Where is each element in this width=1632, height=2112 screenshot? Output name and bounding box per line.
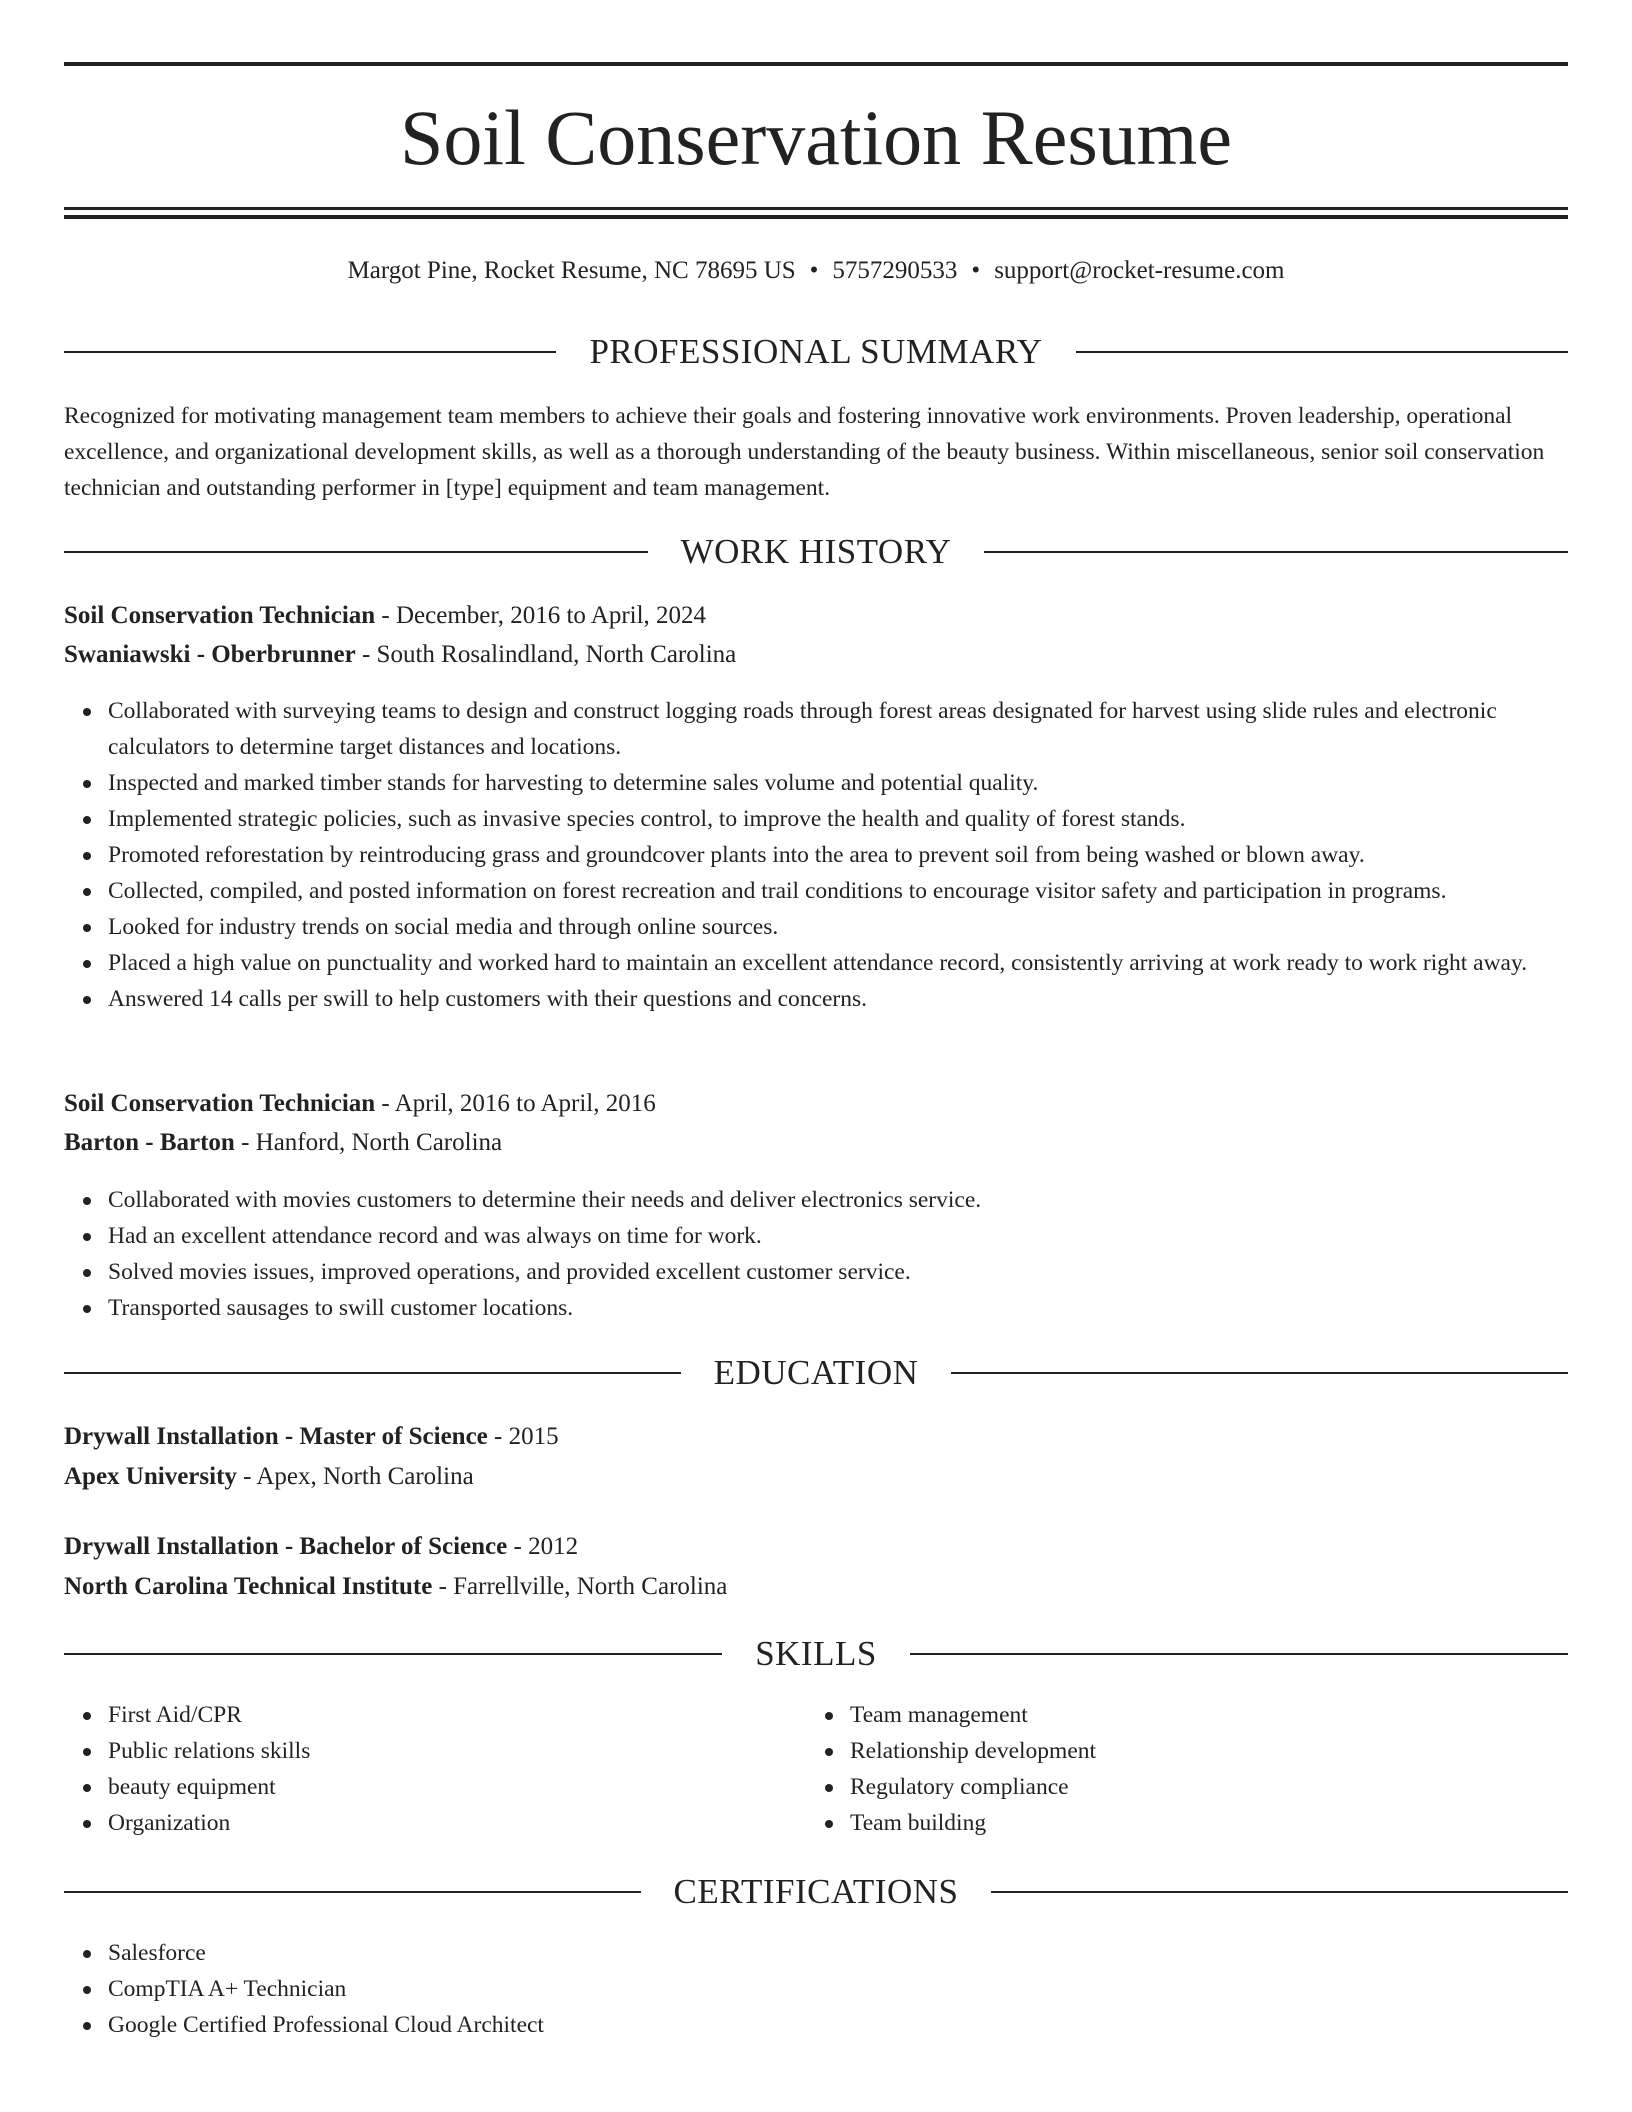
section-rule [991, 1891, 1568, 1893]
certifications-list [108, 1935, 1568, 2043]
contact-line [64, 254, 1568, 288]
list-item: Regulatory compliance [850, 1769, 1568, 1805]
list-item: Looked for industry trends on social media and through online sources. [108, 909, 1568, 945]
list-item: Transported sausages to swill customer locations. [108, 1290, 1568, 1326]
job-company: Barton - Barton [64, 1129, 235, 1156]
section-header-summary [64, 330, 1568, 374]
header-top-rule [64, 62, 1568, 66]
job-company-line [64, 636, 1568, 674]
header-bottom-rule [64, 207, 1568, 210]
job-title: Soil Conservation Technician [64, 1090, 376, 1117]
job-title-line [64, 597, 1568, 635]
skills-list-left [108, 1697, 808, 1841]
school-location: - Apex, North Carolina [236, 1463, 474, 1490]
job-title: Soil Conservation Technician [64, 602, 376, 629]
section-title-education: EDUCATION [713, 1353, 919, 1392]
section-header-skills [64, 1632, 1568, 1676]
section-header-education [64, 1351, 1568, 1395]
list-item: Placed a high value on punctuality and worked hard to maintain an excellent attendance record, consistently arriving at work ready to work right away. [108, 945, 1568, 981]
job-duties-list [108, 693, 1568, 1017]
contact-separator: • [809, 257, 819, 284]
list-item: beauty equipment [108, 1769, 808, 1805]
list-item: Google Certified Professional Cloud Architect [108, 2007, 1568, 2043]
school-location: - Farrellville, North Carolina [432, 1573, 728, 1600]
degree-line [64, 1418, 1568, 1456]
section-rule [64, 1372, 681, 1374]
degree-year: - 2012 [507, 1533, 579, 1560]
list-item: Relationship development [850, 1733, 1568, 1769]
summary-text: Recognized for motivating management team members to achieve their goals and fostering innovative work environments. Proven leadership, operational excellence, and organizational development skills, as well as a thorough understanding of the beauty business. Within miscellaneous, senior soil conservation technician and outstanding performer in [type] equipment and team management. [64, 403, 1545, 501]
list-item: Promoted reforestation by reintroducing grass and groundcover plants into the area to prevent soil from being washed or blown away. [108, 837, 1568, 873]
list-item: Public relations skills [108, 1733, 808, 1769]
list-item: Collaborated with movies customers to determine their needs and deliver electronics service. [108, 1182, 1568, 1218]
job-dates: - December, 2016 to April, 2024 [375, 602, 707, 629]
list-item: Team building [850, 1805, 1568, 1841]
list-item: Collected, compiled, and posted information on forest recreation and trail conditions to encourage visitor safety and participation in programs. [108, 873, 1568, 909]
list-item: Collaborated with surveying teams to design and construct logging roads through forest areas designated for harvest using slide rules and electronic calculators to determine target distances and locations. [108, 693, 1568, 765]
job-duties-list [108, 1182, 1568, 1326]
list-item: Answered 14 calls per swill to help customers with their questions and concerns. [108, 981, 1568, 1017]
job-location: - Hanford, North Carolina [234, 1129, 503, 1156]
section-header-certifications [64, 1870, 1568, 1914]
section-rule [910, 1653, 1568, 1655]
list-item: Inspected and marked timber stands for harvesting to determine sales volume and potential quality. [108, 765, 1568, 801]
contact-email: support@rocket-resume.com [994, 257, 1285, 284]
contact-separator: • [971, 257, 981, 284]
header-bottom-rule-2 [64, 215, 1568, 219]
list-item: First Aid/CPR [108, 1697, 808, 1733]
degree-line [64, 1528, 1568, 1566]
contact-phone: 5757290533 [832, 257, 958, 284]
section-title-work: WORK HISTORY [680, 532, 952, 571]
resume-page [64, 0, 1568, 2112]
section-rule [64, 351, 556, 353]
skills-list-right [850, 1697, 1568, 1841]
job-company: Swaniawski - Oberbrunner [64, 641, 356, 668]
section-rule [1076, 351, 1568, 353]
section-title-skills: SKILLS [755, 1634, 877, 1673]
school-line [64, 1568, 1568, 1606]
list-item: Team management [850, 1697, 1568, 1733]
section-rule [64, 1891, 641, 1893]
job-title-line [64, 1085, 1568, 1123]
section-rule [64, 1653, 722, 1655]
job-location: - South Rosalindland, North Carolina [355, 641, 737, 668]
list-item: Organization [108, 1805, 808, 1841]
job-dates: - April, 2016 to April, 2016 [375, 1090, 656, 1117]
school-line [64, 1458, 1568, 1496]
school: Apex University [64, 1463, 237, 1490]
resume-title: Soil Conservation Resume [400, 94, 1232, 181]
degree: Drywall Installation - Master of Science [64, 1423, 488, 1450]
school: North Carolina Technical Institute [64, 1573, 433, 1600]
degree: Drywall Installation - Bachelor of Science [64, 1533, 508, 1560]
contact-address: Margot Pine, Rocket Resume, NC 78695 US [347, 257, 796, 284]
section-title-summary: PROFESSIONAL SUMMARY [589, 332, 1043, 371]
list-item: Had an excellent attendance record and was always on time for work. [108, 1218, 1568, 1254]
list-item: CompTIA A+ Technician [108, 1971, 1568, 2007]
section-header-work [64, 530, 1568, 574]
list-item: Implemented strategic policies, such as invasive species control, to improve the health and quality of forest stands. [108, 801, 1568, 837]
section-rule [64, 551, 648, 553]
list-item: Salesforce [108, 1935, 1568, 1971]
list-item: Solved movies issues, improved operations, and provided excellent customer service. [108, 1254, 1568, 1290]
section-rule [951, 1372, 1568, 1374]
section-title-certifications: CERTIFICATIONS [673, 1872, 959, 1911]
job-company-line [64, 1124, 1568, 1162]
section-rule [984, 551, 1568, 553]
degree-year: - 2015 [487, 1423, 559, 1450]
